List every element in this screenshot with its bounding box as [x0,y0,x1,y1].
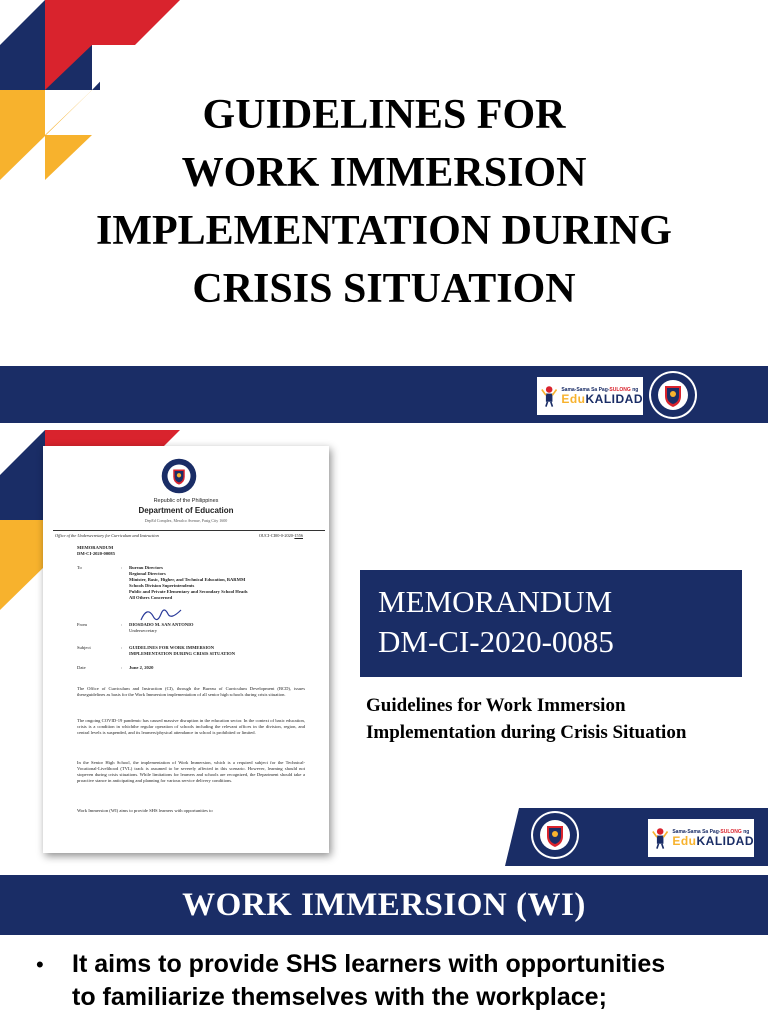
logo-brand-edu: Edu [672,833,697,848]
slide-1 [0,0,768,425]
slide-3 [0,872,768,1024]
memo-reference [259,533,303,538]
memo-to-line: Public and Private Elementary and Secondary School Heads [129,589,248,594]
edukalidad-mascot-icon [652,824,668,852]
logo-tagline-end: ng [630,386,639,393]
memo-to-line: Regional Directors [129,571,166,576]
deped-seal-icon [530,810,580,860]
memo-colon: : [121,622,123,627]
logo-brand-kalidad: KALIDAD [696,833,754,848]
memo-paragraph: Work Immersion (WI) aims to provide SHS learners with opportunities to [77,808,213,813]
title-line: WORK IMMERSION [181,150,587,196]
memo-paragraph: The Office of Curriculum and Instruction (CI), through the Bureau of Curriculum Development (BCD), issues theseguidelines as basis for the Work Immersion implementation of all senior high schools during crisis situation. [77,686,305,697]
logo-tagline: Sama-Sama Sa Pag- [672,828,721,835]
memo-to-line: Bureau Directors [129,565,163,570]
memo-divider [53,530,325,531]
title-line: IMPLEMENTATION DURING [96,208,672,254]
memo-colon: : [121,645,123,650]
edukalidad-logo [537,377,643,415]
memorandum-document-image [43,446,329,853]
memo-date-label: Date [77,665,86,670]
logo-tagline: Sama-Sama Sa Pag- [561,386,610,393]
memo-to-line: Minister, Basic, Higher, and Technical Education, BARMM [129,577,246,582]
bullet-line: to familiarize themselves with the workplace; [72,983,607,1011]
logo-tagline-end: ng [741,828,750,835]
memo-subject-line: GUIDELINES FOR WORK IMMERSION [129,645,215,650]
slide-2 [0,430,768,870]
subtitle-line: Implementation during Crisis Situation [366,722,687,743]
subtitle-line: Guidelines for Work Immersion [366,695,626,716]
memo-box-line: DM-CI-2020-0085 [378,624,614,659]
memorandum-subtitle [366,692,766,746]
logo-brand-edu: Edu [561,391,586,406]
memo-date-value: June 2, 2020 [129,665,154,670]
memo-subject-label: Subject [77,645,91,650]
memo-paragraph: In the Senior High School, the implementation of Work Immersion, which is a required subject for the Technical-Vocational-Livelihood (TVL) track is assumed to be severely affected in this scenario. However, learning should not stopeven during crisis situations. While limitations for learners and schools are recognized, the Department should take a proactive stance in anticipating and planning for various service delivery conditions. [77,760,305,783]
memo-colon: : [121,565,123,570]
edukalidad-mascot-icon [541,382,557,410]
memo-paragraph: The ongoing COVID-19 pandemic has caused massive disruption in the education sector. In the context of basic education, crisis is a condition in whichthe regular operation of schools including the relevant offices in the division, region, and central levels is suspended, and its learners/physical attendance in school is prohibited or limited. [77,718,305,735]
memo-colon: : [121,665,123,670]
title-line: GUIDELINES FOR [202,92,566,138]
signature-mark [139,606,183,626]
logo-tagline-highlight: SULONG [609,386,631,393]
memo-number: DM-CI-2020-00085 [77,551,116,556]
memo-to-label: To [77,565,82,570]
memo-subject-line: IMPLEMENTATION DURING CRISIS SITUATION [129,651,236,656]
memo-to-line: Schools Division Superintendents [129,583,195,588]
bullet-text [72,948,762,1014]
memo-label: MEMORANDUM [77,545,114,550]
memo-reference-number: 1556 [294,533,303,538]
edukalidad-logo [648,819,754,857]
bullet-icon: • [36,952,44,977]
section-heading-band [0,875,768,935]
deped-seal-icon [161,458,197,494]
memo-address: DepEd Complex, Meralco Avenue, Pasig City 1600 [144,518,228,523]
memo-from-title: Undersecretary [129,628,158,633]
logo-tagline-highlight: SULONG [720,828,742,835]
memo-reference-prefix: OUCI-CI00-0-2020- [258,533,295,538]
logo-brand-kalidad: KALIDAD [585,391,643,406]
memo-from-label: From [77,622,87,627]
bullet-line: It aims to provide SHS learners with opportunities [72,950,666,978]
memo-office: Office of the Undersecretary for Curriculum and Instruction [55,533,159,538]
memo-republic: Republic of the Philippines [153,498,219,504]
memorandum-number-box [360,570,742,677]
memo-to-line: All Others Concerned [129,595,173,600]
deped-seal-icon [648,370,698,420]
memo-department: Department of Education [138,506,234,515]
memo-box-line: MEMORANDUM [378,584,613,619]
title-line: CRISIS SITUATION [192,266,576,312]
section-heading: WORK IMMERSION (WI) [182,886,586,923]
slide-title [0,86,768,318]
memo-from-name: DIOSDADO M. SAN ANTONIO [129,622,194,627]
